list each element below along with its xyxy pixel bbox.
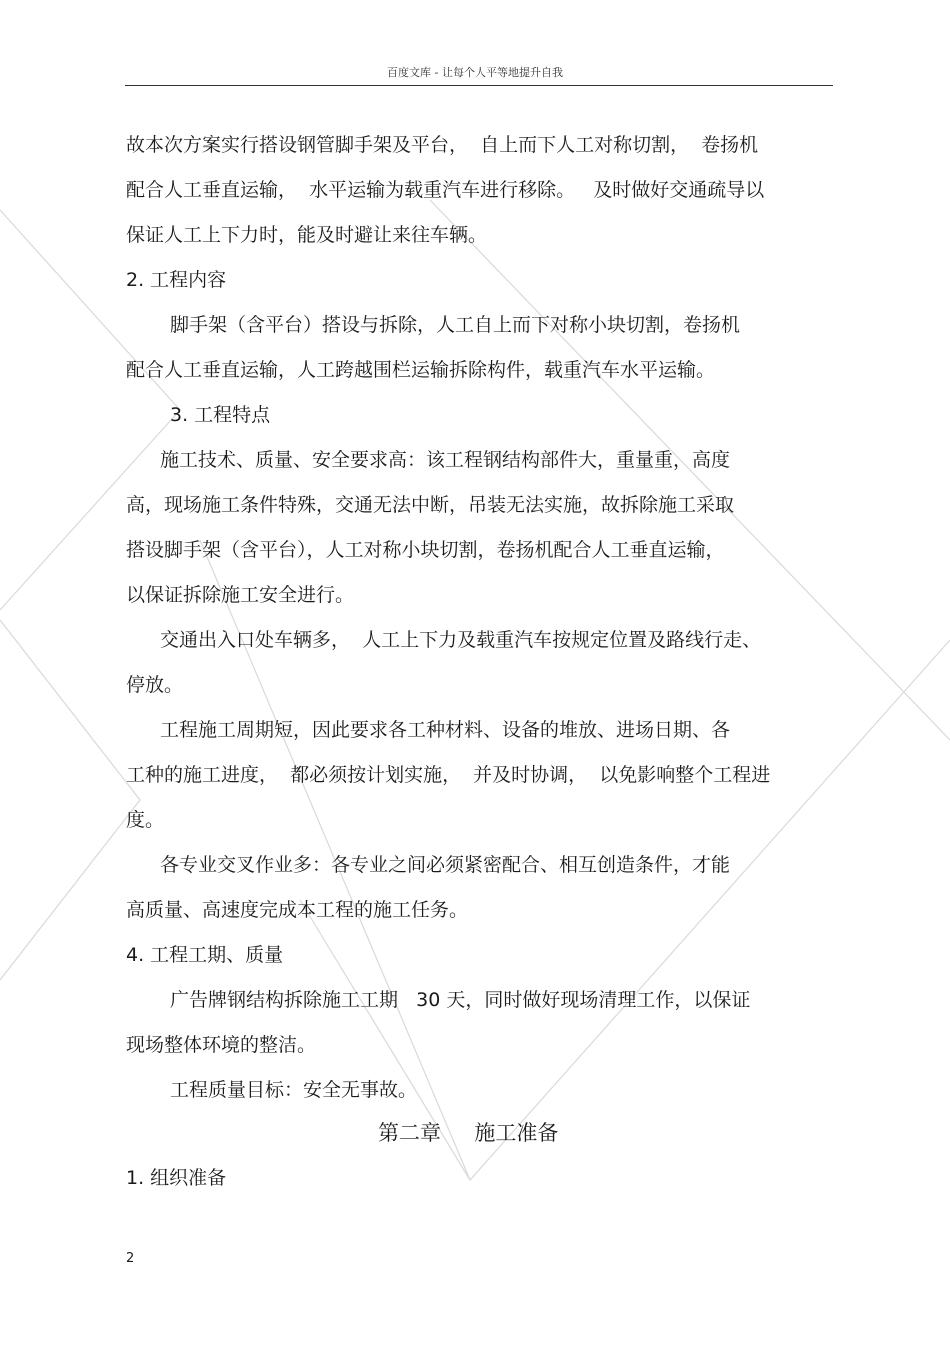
body-line: 工程质量目标：安全无事故。	[170, 1079, 418, 1101]
body-line: 脚手架（含平台）搭设与拆除，人工自上而下对称小块切割，卷扬机	[170, 314, 741, 336]
chapter-title: 第二章 施工准备	[378, 1121, 559, 1145]
body-line: 配合人工垂直运输，人工跨越围栏运输拆除构件，载重汽车水平运输。	[126, 359, 716, 381]
body-line: 以保证拆除施工安全进行。	[126, 584, 355, 606]
body-line: 广告牌钢结构拆除施工工期 30 天，同时做好现场清理工作，以保证	[170, 989, 751, 1011]
section-heading: 1. 组织准备	[126, 1167, 227, 1189]
body-line: 配合人工垂直运输， 水平运输为载重汽车进行移除。 及时做好交通疏导以	[126, 179, 765, 201]
body-line: 故本次方案实行搭设钢管脚手架及平台， 自上而下人工对称切割， 卷扬机	[126, 134, 759, 156]
body-line: 停放。	[126, 674, 184, 696]
body-line: 各专业交叉作业多：各专业之间必须紧密配合、相互创造条件，才能	[160, 854, 731, 876]
header-rule	[125, 85, 833, 86]
body-line: 高，现场施工条件特殊，交通无法中断，吊装无法实施，故拆除施工采取	[126, 494, 735, 516]
body-line: 施工技术、质量、安全要求高：该工程钢结构部件大，重量重，高度	[160, 449, 731, 471]
body-line: 交通出入口处车辆多， 人工上下力及载重汽车按规定位置及路线行走、	[160, 629, 762, 651]
section-heading: 2. 工程内容	[126, 269, 227, 291]
body-line: 度。	[126, 809, 165, 831]
body-line: 工程施工周期短，因此要求各工种材料、设备的堆放、进场日期、各	[160, 719, 731, 741]
section-heading: 4. 工程工期、质量	[126, 944, 284, 966]
body-line: 工种的施工进度， 都必须按计划实施， 并及时协调， 以免影响整个工程进	[126, 764, 771, 786]
page-header: 百度文库 - 让每个人平等地提升自我	[387, 66, 563, 79]
body-line: 现场整体环境的整洁。	[126, 1034, 317, 1056]
body-line: 高质量、高速度完成本工程的施工任务。	[126, 899, 469, 921]
page-number: 2	[126, 1251, 135, 1266]
section-heading: 3. 工程特点	[170, 404, 271, 426]
body-line: 搭设脚手架（含平台），人工对称小块切割，卷扬机配合人工垂直运输，	[126, 539, 725, 561]
body-line: 保证人工上下力时，能及时避让来往车辆。	[126, 224, 488, 246]
